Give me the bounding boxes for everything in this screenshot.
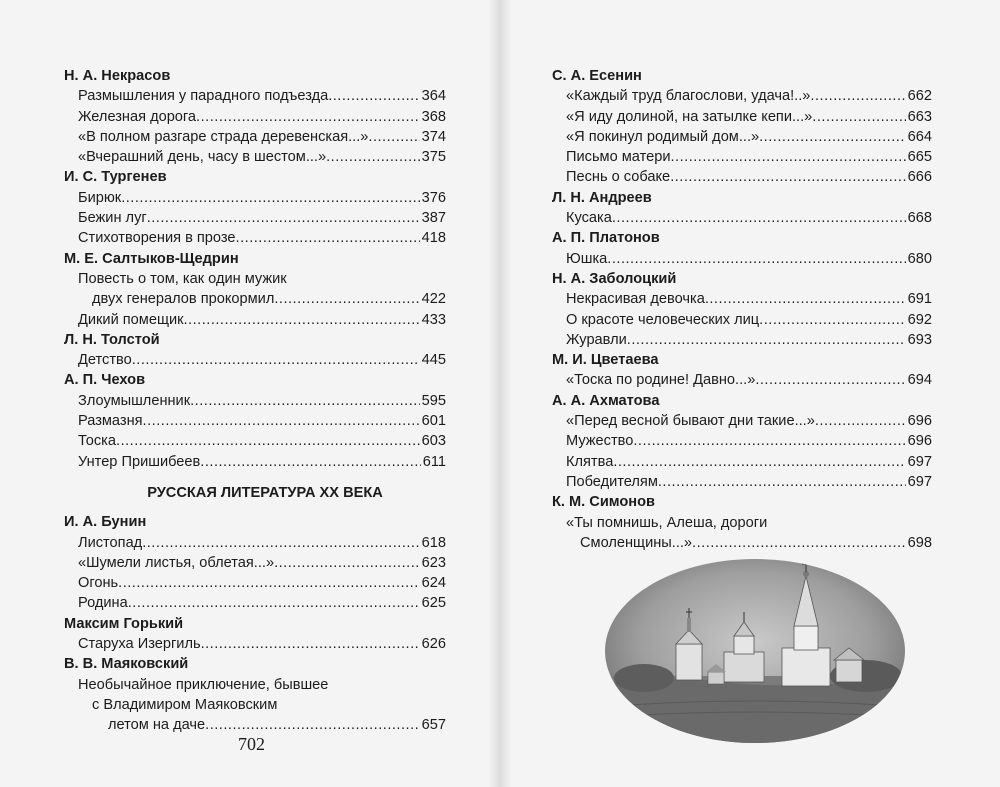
toc-entry-title: «Тоска по родине! Давно...» [566,372,756,389]
toc-entry-title: Кусака [566,210,612,227]
toc-leader-dots [326,147,420,167]
toc-entry-title: Смоленщины...» [580,534,693,551]
toc-entry-page: 664 [907,128,932,145]
church-village-vignette-icon [604,556,906,746]
toc-leader-dots [147,208,420,228]
toc-entry-title: двух генералов прокормил [92,291,275,308]
toc-entry [552,533,932,553]
toc-entry-page: 595 [421,392,446,409]
toc-leader-dots [184,310,420,330]
toc-entry-title: О красоте человеческих лиц [566,311,760,328]
toc-entry-title: «Я покинул родимый дом...» [566,128,760,145]
toc-entry-title: Листопад [78,534,143,551]
toc-entry-page: 665 [907,149,932,166]
toc-entry [552,86,932,106]
page-number: 702 [238,734,265,754]
toc-entry [64,208,446,228]
toc-entry-line: с Владимиром Маяковским [92,696,278,713]
toc-entry-page: 376 [421,189,446,206]
toc-author: А. П. Чехов [64,372,146,389]
toc-entry [64,573,446,593]
toc-entry-page: 601 [421,413,446,430]
toc-leader-dots [368,127,419,147]
toc-leader-dots [143,411,420,431]
toc-leader-dots [613,452,905,472]
toc-entry-title: Тоска [78,433,117,450]
toc-entry-title: Песнь о собаке [566,169,671,186]
toc-entry-title: «Я иду долиной, на затылке кепи...» [566,108,813,125]
toc-leader-dots [670,147,905,167]
toc-entry-title: Размышления у парадного подъезда [78,88,329,105]
toc-entry-title: Старуха Изергиль [78,636,201,653]
toc-entry [552,330,932,350]
toc-leader-dots [692,533,906,553]
toc-author: М. И. Цветаева [552,352,659,369]
toc-leader-dots [142,533,419,553]
toc-entry-page: 624 [421,575,446,592]
toc-entry [64,431,446,451]
toc-entry-page: 692 [907,311,932,328]
toc-entry-title: Бирюк [78,189,122,206]
toc-entry-line: Повесть о том, как один мужик [78,270,287,287]
toc-entry [64,289,446,309]
book-gutter [488,0,512,787]
toc-entry-title: Юшка [566,250,608,267]
toc-entry-page: 696 [907,433,932,450]
toc-leader-dots [812,107,905,127]
toc-leader-dots [201,634,420,654]
toc-author: Л. Н. Андреев [552,189,652,206]
toc-author: Н. А. Некрасов [64,68,171,84]
toc-entry-page: 697 [907,453,932,470]
toc-entry-title: Победителям [566,473,658,490]
toc-author: И. С. Тургенев [64,169,167,186]
toc-author: М. Е. Салтыков-Щедрин [64,250,239,267]
toc-leader-dots [810,86,905,106]
toc-entry [64,147,446,167]
toc-entry-title: Детство [78,352,132,369]
toc-entry [552,472,932,492]
left-page-contents [64,66,446,736]
toc-entry-page: 387 [421,210,446,227]
toc-entry-page: 693 [907,331,932,348]
toc-entry-title: Стихотворения в прозе [78,230,236,247]
toc-entry [64,452,446,472]
toc-leader-dots [205,715,420,735]
toc-entry-page: 625 [421,595,446,612]
toc-entry-page: 662 [907,88,932,105]
toc-entry-title: Письмо матери [566,149,671,166]
toc-entry-page: 666 [907,169,932,186]
toc-entry-title: Клятва [566,453,614,470]
toc-leader-dots [755,370,905,390]
toc-entry-title: Некрасивая девочка [566,291,705,308]
toc-entry-page: 418 [421,230,446,247]
toc-leader-dots [190,391,420,411]
toc-leader-dots [627,330,906,350]
toc-leader-dots [670,167,905,187]
toc-leader-dots [759,310,905,330]
toc-entry-page: 698 [907,534,932,551]
toc-entry [64,593,446,613]
toc-leader-dots [705,289,906,309]
toc-author: С. А. Есенин [552,68,642,84]
toc-entry-title: Родина [78,595,128,612]
toc-entry [64,553,446,573]
toc-entry-page: 696 [907,413,932,430]
toc-entry [552,411,932,431]
toc-leader-dots [118,573,420,593]
toc-entry-page: 691 [907,291,932,308]
toc-author: Л. Н. Толстой [64,331,160,348]
toc-author: И. А. Бунин [64,514,147,531]
toc-leader-dots [633,431,905,451]
toc-entry [552,431,932,451]
toc-entry [552,289,932,309]
toc-entry-page: 668 [907,210,932,227]
toc-entry [552,310,932,330]
toc-leader-dots [607,249,905,269]
toc-entry-page: 375 [421,149,446,166]
toc-entry-page: 663 [907,108,932,125]
toc-leader-dots [128,593,420,613]
toc-entry-title: Бежин луг [78,210,147,227]
toc-leader-dots [236,228,420,248]
toc-entry-title: Дикий помещик [78,311,184,328]
toc-leader-dots [132,350,420,370]
toc-entry-title: Мужество [566,433,634,450]
toc-leader-dots [274,553,420,573]
toc-entry-page: 445 [421,352,446,369]
toc-entry-title: Журавли [566,331,627,348]
toc-entry-page: 364 [421,88,446,105]
toc-entry-page: 611 [422,453,446,470]
toc-leader-dots [815,411,906,431]
toc-leader-dots [328,86,419,106]
toc-entry [552,147,932,167]
toc-entry-page: 433 [421,311,446,328]
toc-entry-page: 368 [421,108,446,125]
toc-entry-title: «Перед весной бывают дни такие...» [566,413,815,430]
toc-author: А. А. Ахматова [552,392,660,409]
toc-leader-dots [196,107,420,127]
right-page-contents [552,66,932,553]
toc-leader-dots [612,208,906,228]
toc-entry-title: Унтер Пришибеев [78,453,201,470]
toc-entry-page: 623 [421,554,446,571]
toc-entry [64,715,446,735]
toc-entry-line: Необычайное приключение, бывшее [78,676,329,693]
toc-entry [552,167,932,187]
toc-entry [552,452,932,472]
toc-entry [552,249,932,269]
section-title: РУССКАЯ ЛИТЕРАТУРА XX ВЕКА [147,484,383,501]
toc-entry [64,533,446,553]
toc-entry-title: «Шумели листья, облетая...» [78,554,275,571]
toc-author: В. В. Маяковский [64,656,189,673]
toc-leader-dots [116,431,420,451]
toc-entry [64,228,446,248]
toc-entry-page: 603 [421,433,446,450]
toc-entry-page: 618 [421,534,446,551]
toc-leader-dots [200,452,420,472]
toc-entry [64,127,446,147]
toc-author: Н. А. Заболоцкий [552,270,677,287]
toc-author: К. М. Симонов [552,494,656,511]
toc-leader-dots [274,289,419,309]
toc-entry [64,350,446,370]
toc-entry-page: 374 [421,128,446,145]
toc-entry-title: Железная дорога [78,108,197,125]
toc-leader-dots [658,472,906,492]
toc-entry [64,86,446,106]
toc-author: Максим Горький [64,615,184,632]
toc-entry [64,411,446,431]
toc-entry-page: 680 [907,250,932,267]
toc-leader-dots [759,127,906,147]
toc-entry [552,208,932,228]
toc-entry-title: Размазня [78,413,143,430]
toc-entry-title: Огонь [78,575,119,592]
toc-author: А. П. Платонов [552,230,660,247]
toc-leader-dots [121,188,419,208]
toc-entry-title: «Вчерашний день, часу в шестом...» [78,149,327,166]
toc-entry-page: 694 [907,372,932,389]
toc-entry [64,391,446,411]
toc-entry [552,370,932,390]
toc-entry-page: 626 [421,636,446,653]
toc-entry-title: Злоумышленник [78,392,191,409]
toc-entry-title: «Каждый труд благослови, удача!..» [566,88,811,105]
toc-entry [64,310,446,330]
toc-entry-page: 422 [421,291,446,308]
toc-entry-title: «В полном разгаре страда деревенская...» [78,128,369,145]
toc-entry-page: 697 [907,473,932,490]
toc-entry-page: 657 [421,717,446,734]
toc-entry [64,107,446,127]
toc-entry-title: летом на даче [108,717,206,734]
toc-entry [64,634,446,654]
toc-entry-line: «Ты помнишь, Алеша, дороги [566,514,768,531]
toc-entry [552,107,932,127]
toc-entry [552,127,932,147]
toc-entry [64,188,446,208]
